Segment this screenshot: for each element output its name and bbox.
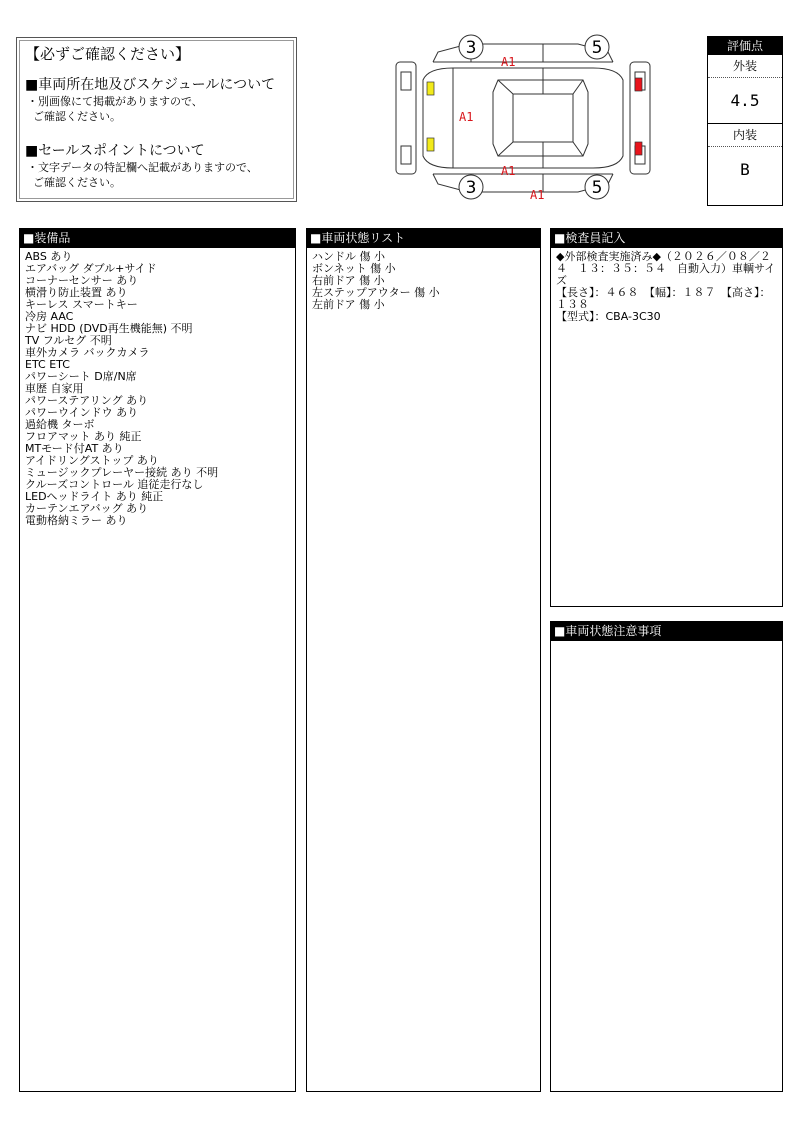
notice-section1-line2: ご確認ください。 — [33, 110, 121, 123]
car-damage-diagram — [393, 32, 653, 204]
notice-title: 【必ずご確認ください】 — [25, 45, 191, 63]
inspector-header: ■検査員記入 — [551, 229, 782, 248]
notice-section2-heading: ■セールスポイントについて — [25, 143, 205, 159]
notice-section1-line1: ・別画像にて掲載がありますので、 — [27, 95, 203, 108]
equipment-item: 電動格納ミラー あり — [25, 514, 128, 527]
equipment-item: パワーステアリング あり — [25, 394, 149, 407]
car-outline-svg — [393, 32, 653, 204]
equipment-item: ABS あり — [25, 250, 73, 263]
inspector-line: 【型式】：CBA-3C30 — [556, 310, 661, 323]
grade-box — [707, 36, 783, 206]
notice-section2-line1: ・文字データの特記欄へ記載がありますので、 — [27, 161, 258, 174]
inspector-line: 【長さ】：４６８ 【幅】：１８７ 【高さ】：１３８ — [556, 286, 771, 311]
equipment-item: 過給機 ターボ — [25, 418, 95, 431]
rear-right-light-red — [635, 142, 642, 155]
notice-section1-heading: ■車両所在地及びスケジュールについて — [25, 77, 276, 93]
notice-box — [16, 37, 297, 202]
damage-code-3: A1 — [501, 164, 516, 178]
equipment-item: 冷房 AAC — [25, 310, 74, 323]
equipment-item: カーテンエアバッグ あり — [25, 502, 149, 515]
equipment-item: LEDヘッドライト あり 純正 — [25, 490, 164, 503]
equipment-item: パワーシート D席/N席 — [25, 370, 137, 383]
condition-item: 左ステップアウター 傷 小 — [312, 286, 440, 299]
equipment-item: 車外カメラ バックカメラ — [25, 346, 150, 359]
equipment-header: ■装備品 — [20, 229, 295, 248]
exterior-label: 外装 — [708, 55, 782, 78]
equipment-item: キーレス スマートキー — [25, 298, 138, 311]
equipment-item: ナビ HDD (DVD再生機能無) 不明 — [25, 322, 193, 335]
damage-code-4: A1 — [530, 188, 545, 202]
condition-notes-body — [551, 641, 782, 647]
damage-code-2: A1 — [459, 110, 474, 124]
equipment-item: 横滑り防止装置 あり — [25, 286, 128, 299]
condition-item: ボンネット 傷 小 — [312, 262, 396, 275]
interior-label: 内装 — [708, 124, 782, 147]
equipment-item: フロアマット あり 純正 — [25, 430, 142, 443]
condition-panel — [306, 228, 541, 1092]
interior-value: B — [740, 160, 750, 179]
equipment-item: 車歴 自家用 — [25, 382, 84, 395]
equipment-list — [20, 248, 295, 530]
circle-label-4: 5 — [591, 178, 603, 198]
equipment-item: アイドリングストップ あり — [25, 454, 159, 467]
front-right-light-yellow — [427, 138, 434, 151]
front-left-light-yellow — [427, 82, 434, 95]
equipment-panel — [19, 228, 296, 1092]
condition-notes-header: ■車両状態注意事項 — [551, 622, 782, 641]
equipment-item: コーナーセンサー あり — [25, 274, 139, 287]
rear-left-light-red — [635, 78, 642, 91]
equipment-item: クルーズコントロール 追従走行なし — [25, 478, 204, 491]
equipment-item: TV フルセグ 不明 — [25, 334, 112, 347]
grade-header: 評価点 — [708, 37, 782, 55]
equipment-item: エアバッグ ダブル+サイド — [25, 262, 157, 275]
inspector-notes — [551, 248, 782, 326]
inspector-panel — [550, 228, 783, 607]
circle-label-3: 3 — [465, 178, 477, 198]
circle-label-1: 3 — [465, 38, 477, 58]
condition-item: 右前ドア 傷 小 — [312, 274, 385, 287]
equipment-item: MTモード付AT あり — [25, 442, 124, 455]
condition-notes-panel — [550, 621, 783, 1092]
condition-item: 左前ドア 傷 小 — [312, 298, 385, 311]
inspector-line: ◆外部検査実施済み◆（２０２６／０８／２４ １３：３５：５４ 自動入力）車輌サイズ — [556, 250, 776, 287]
exterior-value: 4.5 — [708, 78, 782, 124]
condition-list — [307, 248, 540, 314]
notice-section2-line2: ご確認ください。 — [33, 176, 121, 189]
equipment-item: ミュージックプレーヤー接続 あり 不明 — [25, 466, 219, 479]
equipment-item: ETC ETC — [25, 358, 70, 371]
condition-item: ハンドル 傷 小 — [312, 250, 385, 263]
damage-code-1: A1 — [501, 55, 516, 69]
equipment-item: パワーウインドウ あり — [25, 406, 139, 419]
circle-label-2: 5 — [591, 38, 603, 58]
condition-header: ■車両状態リスト — [307, 229, 540, 248]
